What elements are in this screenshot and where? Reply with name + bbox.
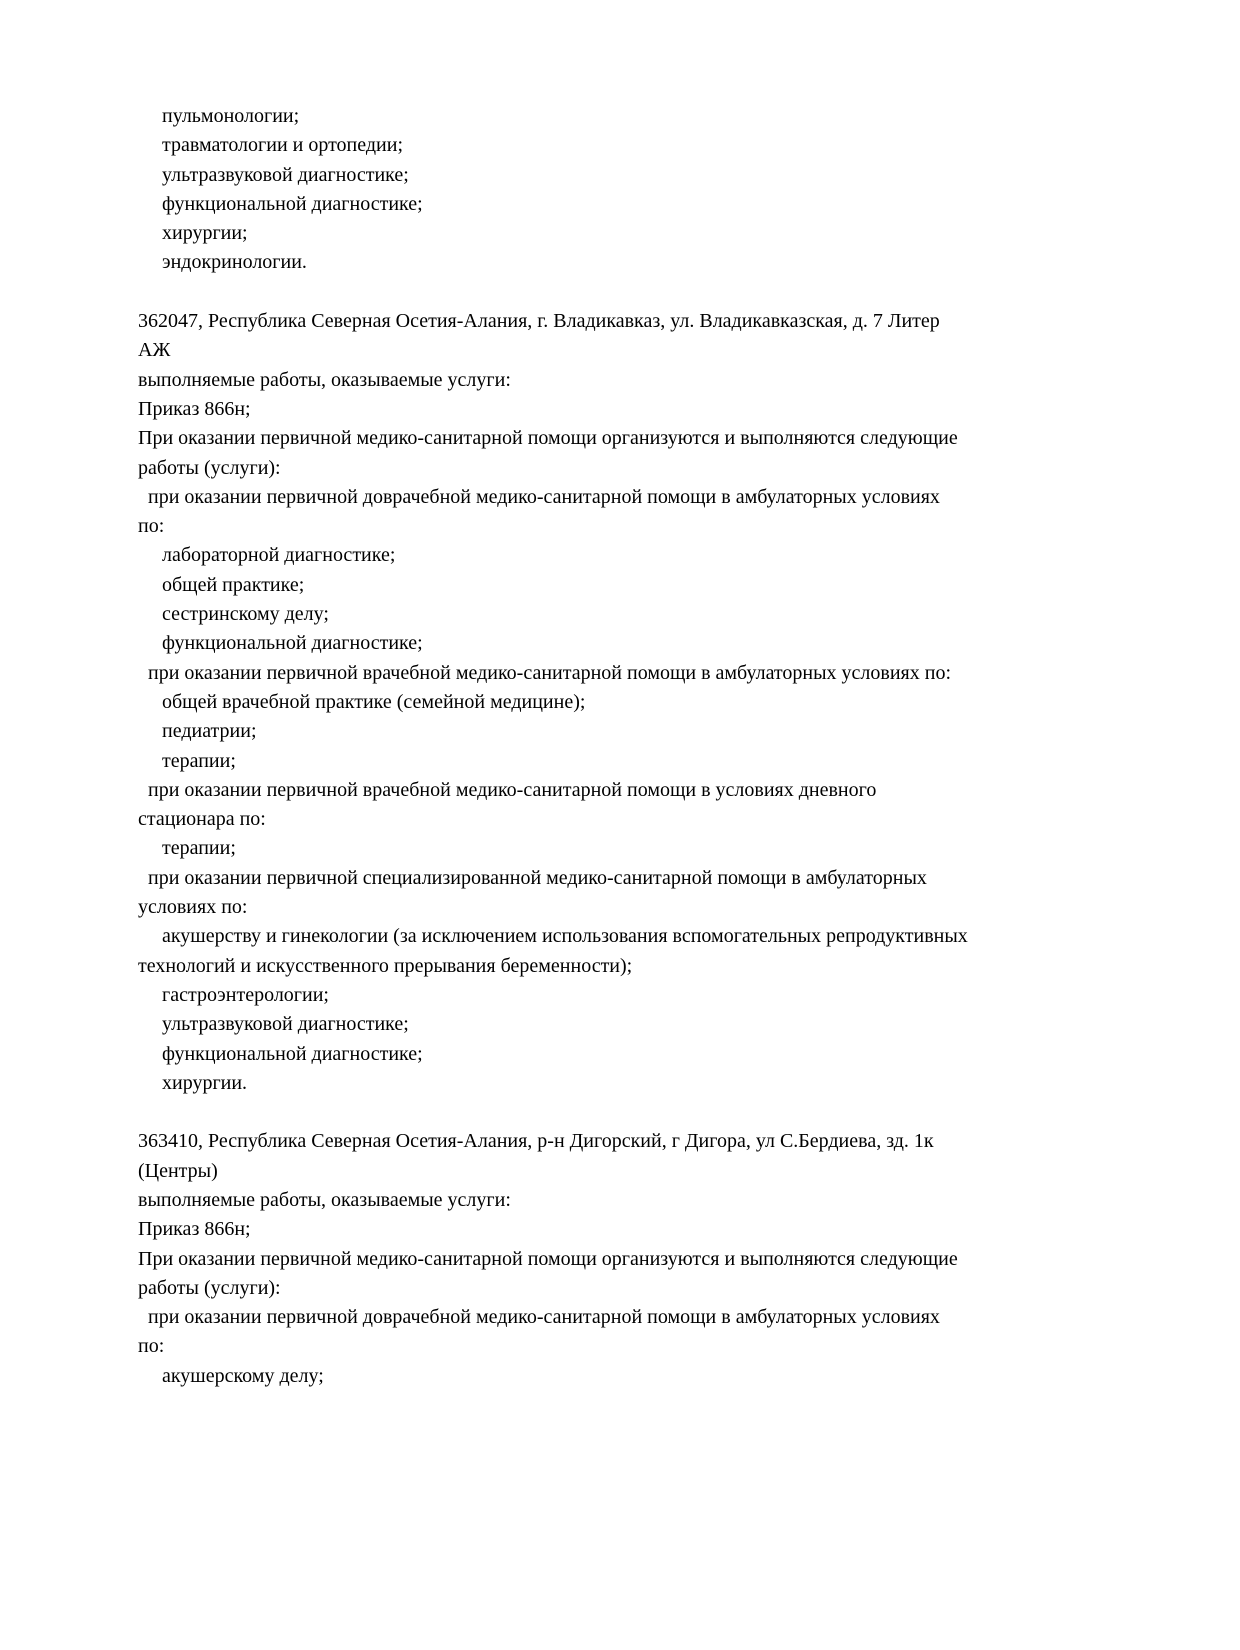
text-line: пульмонологии; [162,105,300,127]
text-line: при оказании первичной доврачебной медико-санитарной помощи в амбулаторных условиях [148,1306,940,1329]
text-line: При оказании первичной медико-санитарной помощи организуются и выполняются следующие [138,427,958,450]
text-line: функциональной диагностике; [162,192,423,215]
text-line: Приказ 866н; [138,1218,251,1241]
text-line: при оказании первичной врачебной медико-санитарной помощи в условиях дневного [148,778,877,801]
text-line: при оказании первичной врачебной медико-санитарной помощи в амбулаторных условиях по: [148,661,952,684]
text-line: (Центры) [138,1159,218,1182]
location-363410 [138,1127,1200,1391]
text-line: общей врачебной практике (семейной медицине); [162,690,586,713]
text-line: При оказании первичной медико-санитарной помощи организуются и выполняются следующие [138,1247,958,1270]
text-line: функциональной диагностике; [162,1042,423,1065]
text-line: терапии; [162,749,236,772]
text-line: акушерству и гинекологии (за исключением использования вспомогательных репродуктивных [162,925,968,948]
text-line: по: [138,515,165,538]
text-line: условиях по: [138,896,248,919]
text-line: эндокринологии. [162,251,307,274]
text-line: ультразвуковой диагностике; [162,163,409,186]
text-line: гастроэнтерологии; [162,983,329,1006]
text-line: сестринскому делу; [162,603,329,626]
services-list-continued [138,102,1200,278]
text-line: стационара по: [138,808,266,831]
text-line: терапии; [162,837,236,860]
text-line: хирургии. [162,1071,248,1094]
text-line: хирургии; [162,222,248,245]
text-line: выполняемые работы, оказываемые услуги: [138,368,511,391]
location-362047 [138,307,1200,1098]
text-line: общей практике; [162,573,305,596]
text-line: 362047, Республика Северная Осетия-Алания, г. Владикавказ, ул. Владикавказская, д. 7 Литер [138,310,940,333]
text-line: 363410, Республика Северная Осетия-Алания, р-н Дигорский, г Дигора, ул С.Бердиева, зд. 1к [138,1130,934,1153]
text-line: по: [138,1335,165,1358]
text-line: выполняемые работы, оказываемые услуги: [138,1188,511,1211]
text-line: ультразвуковой диагностике; [162,1013,409,1036]
text-line: лабораторной диагностике; [162,544,396,567]
text-line: Приказ 866н; [138,397,251,420]
text-line: АЖ [138,339,171,362]
text-line: травматологии и ортопедии; [162,134,404,157]
text-line: функциональной диагностике; [162,632,423,655]
text-line: работы (услуги): [138,1276,281,1299]
text-line: педиатрии; [162,720,257,743]
text-line: при оказании первичной специализированной медико-санитарной помощи в амбулаторных [148,866,927,889]
text-line: акушерскому делу; [162,1364,324,1387]
text-line: при оказании первичной доврачебной медико-санитарной помощи в амбулаторных условиях [148,485,940,508]
text-line: работы (услуги): [138,456,281,479]
text-line: технологий и искусственного прерывания беременности); [138,954,633,977]
